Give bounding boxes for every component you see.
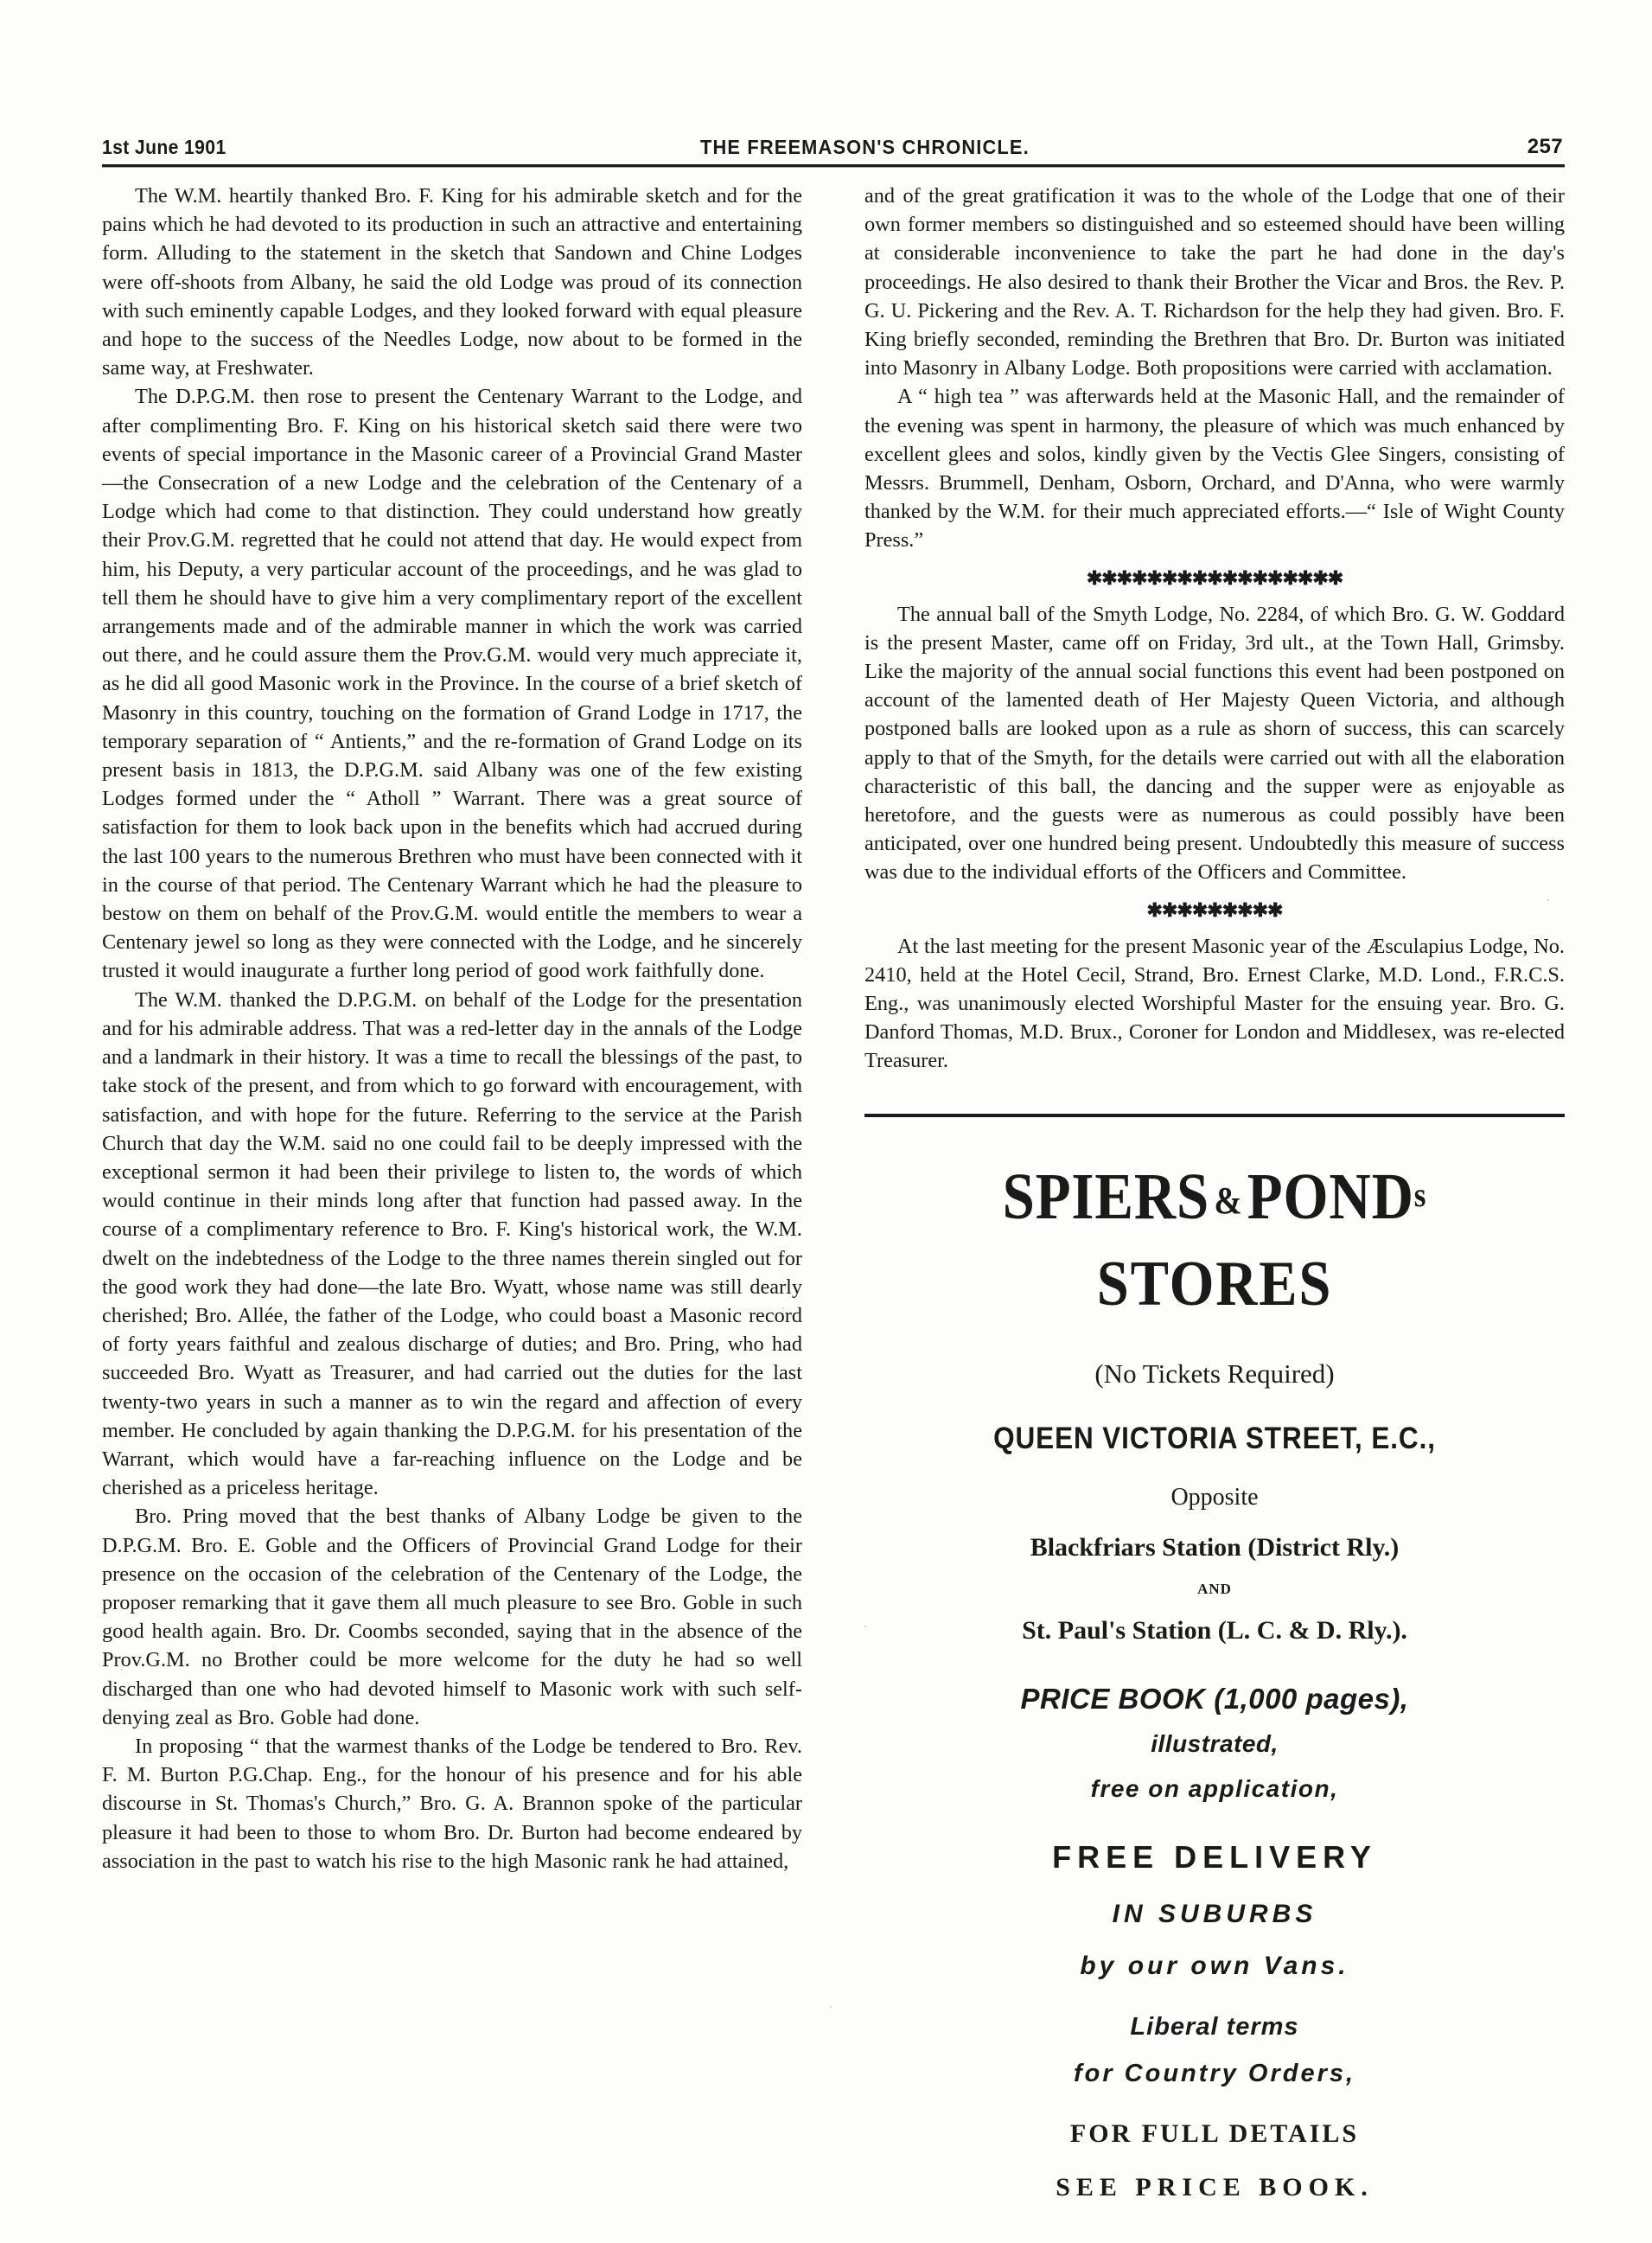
advertisement-own-vans-line: by our own Vans. xyxy=(1080,1951,1349,1980)
right-column xyxy=(864,182,1565,2211)
advertisement-divider-rule xyxy=(864,1114,1565,1117)
brand-word-pond: POND xyxy=(1247,1160,1414,1233)
advertisement-in-suburbs-line: IN SUBURBS xyxy=(1112,1899,1317,1928)
paragraph-continuation: and of the great gratification it was to the whole of the Lodge that one of their own former members so distinguished and so esteemed should have been willing at considerable inconvenience to take the part he had done in the day's proceedings. He also desired to thank their Brother the Vicar and Bros. the Rev. P. G. U. Pickering and the Rev. A. T. Richardson for the help they had given. Bro. F. King briefly seconded, reminding the Brethren that Bro. Dr. Burton was initiated into Masonry in Albany Lodge. Both propositions were carried with acclamation. xyxy=(864,184,1565,380)
paragraph-wm-thanks: The W.M. heartily thanked Bro. F. King for his admirable sketch and for the pains which he had devoted to its production in such an attractive and entertaining form. Alluding to the statement in the sketch that Sandown and Chine Lodges were off-shoots from Albany, he said the old Lodge was proud of its connection with such eminently capable Lodges, and they looked forward with equal pleasure and hope to the success of the Needles Lodge, now about to be formed in the same way, at Freshwater. xyxy=(102,184,802,380)
paragraph-brannon-proposal: In proposing “ that the warmest thanks of the Lodge be tendered to Bro. Rev. F. M. Burton P.G.Chap. Eng., for the honour of his presence and for his able discourse in St. Thomas's Church,” Bro. G. A. Brannon spoke of the particular pleasure it had been to those to whom Bro. Dr. Burton had become endeared by association in the past to watch his rise to the high Masonic rank he had attained, xyxy=(102,1734,802,1873)
advertisement-opposite-label: Opposite xyxy=(1170,1483,1259,1511)
paragraph-wm-thanked-dpgm: The W.M. thanked the D.P.G.M. on behalf of the Lodge for the presentation and for his admirable address. That was a red-letter day in the annals of the Lodge and a landmark in their history. It was a time to recall the blessings of the past, to take stock of the present, and from which to go forward with encouragement, with satisfaction, and with hope for the future. Referring to the service at the Parish Church that day the W.M. said no one could fail to be deeply impressed with the exceptional sermon it had been their privilege to listen to, the words of which would continue in their minds long after that function had passed away. In the course of a complimentary reference to Bro. F. King's historical work, the W.M. dwelt on the indebtedness of the Lodge to the three names therein singled out for the good work they had done—the late Bro. Wyatt, whose name was still dearly cherished; Bro. Allée, the father of the Lodge, who could boast a Masonic record of forty years faithful and zealous discharge of duties; and Bro. Pring, who had succeeded Bro. Wyatt as Treasurer, and had carried out the duties for the last twenty-two years in such a manner as to win the regard and affection of every member. He concluded by again thanking the D.P.G.M. for his presentation of the Warrant, which would have a far-reaching influence on the Lodge and be cherished as a priceless heritage. xyxy=(102,987,802,1500)
advertisement-brand-name xyxy=(907,1157,1523,1239)
scan-speck xyxy=(864,1626,866,1627)
advertisement-street-address: QUEEN VICTORIA STREET, E.C., xyxy=(993,1421,1436,1455)
paragraph-aesculapius-lodge: At the last meeting for the present Masonic year of the Æsculapius Lodge, No. 2410, held at the Hotel Cecil, Strand, Bro. Ernest Clarke, M.D. Lond., F.R.C.S. Eng., was unanimously elected Worshipful Master for the ensuing year. Bro. G. Danford Thomas, M.D. Brux., Coroner for London and Middlesex, was re-elected Treasurer. xyxy=(864,934,1565,1073)
advertisement-no-tickets-note: (No Tickets Required) xyxy=(1094,1358,1335,1389)
issue-date: 1st June 1901 xyxy=(102,136,226,158)
advertisement-country-orders-line: for Country Orders, xyxy=(1073,2059,1356,2087)
section-separator-short: ✱✱✱✱✱✱✱✱✱ xyxy=(1146,898,1283,921)
scan-speck xyxy=(830,2006,832,2008)
scan-speck xyxy=(121,1669,123,1671)
advertisement-liberal-terms-line: Liberal terms xyxy=(1130,2012,1299,2041)
scan-speck xyxy=(782,1307,784,1309)
advertisement-stores-heading: STORES xyxy=(1096,1248,1333,1320)
column-container xyxy=(102,182,1565,2211)
brand-possessive-suffix: s xyxy=(1413,1174,1427,1214)
advertisement-spiers-and-pond xyxy=(864,1114,1565,2211)
advertisement-price-book-line: PRICE BOOK (1,000 pages), xyxy=(1020,1682,1409,1715)
advertisement-full-details-line: FOR FULL DETAILS xyxy=(1069,2118,1360,2148)
advertisement-station-st-pauls: St. Paul's Station (L. C. & D. Rly.). xyxy=(1022,1615,1407,1645)
advertisement-see-price-book-line: SEE PRICE BOOK. xyxy=(1056,2172,1374,2201)
brand-word-spiers: SPIERS xyxy=(1002,1160,1210,1233)
paragraph-smyth-lodge-ball: The annual ball of the Smyth Lodge, No. 2284, of which Bro. G. W. Goddard is the present Master, came off on Friday, 3rd ult., at the Town Hall, Grimsby. Like the majority of the annual social functions this event had been postponed on account of the lamented death of Her Majesty Queen Victoria, and although postponed balls are looked upon as a rule as shorn of success, this can scarcely apply to that of the Smyth, for the details were carried out with all the elaboration characteristic of this ball, the dancing and the supper were as enjoyable as heretofore, and the guests were as numerous as could possibly have been anticipated, over one hundred being present. Undoubtedly this measure of success was due to the individual efforts of the Officers and Committee. xyxy=(864,602,1565,885)
paragraph-high-tea: A “ high tea ” was afterwards held at the Masonic Hall, and the remainder of the evening was spent in harmony, the pleasure of which was much enhanced by excellent glees and solos, kindly given by the Vectis Glee Singers, consisting of Messrs. Brummell, Denham, Osborn, Orchard, and D'Anna, who were warmly thanked by the W.M. for their much appreciated efforts.—“ Isle of Wight County Press.” xyxy=(864,385,1565,553)
section-separator-long: ✱✱✱✱✱✱✱✱✱✱✱✱✱✱✱✱✱ xyxy=(1086,566,1343,589)
left-column xyxy=(102,182,802,2211)
advertisement-and-connector: AND xyxy=(1197,1580,1232,1597)
advertisement-free-delivery-line: FREE DELIVERY xyxy=(1052,1838,1377,1875)
advertisement-illustrated-line: illustrated, xyxy=(1151,1729,1279,1757)
ampersand-glyph: & xyxy=(1214,1179,1243,1222)
advertisement-free-on-application-line: free on application, xyxy=(1090,1774,1339,1802)
publication-title: THE FREEMASON'S CHRONICLE. xyxy=(700,136,1030,158)
page-number: 257 xyxy=(1527,135,1563,158)
advertisement-station-blackfriars: Blackfriars Station (District Rly.) xyxy=(1030,1532,1400,1562)
paragraph-pring-motion: Bro. Pring moved that the best thanks of Albany Lodge be given to the D.P.G.M. Bro. E. Goble and the Officers of Provincial Grand Lodge for their presence on the occasion of the celebration of the Centenary of the Lodge, the proposer remarking that it gave them all much pleasure to see Bro. Goble in such good health again. Bro. Dr. Coombs seconded, saying that in the absence of the Prov.G.M. no Brother could be more welcome for the duty he had so well discharged than one who had devoted himself to Masonic work with such self-denying zeal as Bro. Goble had done. xyxy=(102,1505,802,1729)
paragraph-dpgm-warrant: The D.P.G.M. then rose to present the Centenary Warrant to the Lodge, and after complimenting Bro. F. King on his historical sketch said there were two events of special importance in the Masonic career of a Provincial Grand Master—the Consecration of a new Lodge and the celebration of the Centenary of a Lodge which had come to that distinction. They could understand how greatly their Prov.G.M. regretted that he could not attend that day. He would expect from him, his Deputy, a very particular account of the proceedings, and he was glad to tell them he should have to give him a very complimentary report of the excellent arrangements made and of the admirable manner in which the work was carried out there, and he could assure them the Prov.G.M. would very much appreciate it, as he did all good Masonic work in the Province. In the course of a brief sketch of Masonry in this country, touching on the formation of Grand Lodge in 1717, the temporary separation of “ Antients,” and the re-formation of Grand Lodge on its present basis in 1813, the D.P.G.M. said Albany was one of the few existing Lodges formed under the “ Atholl ” Warrant. There was a great source of satisfaction for them to look back upon in the benefits which had accrued during the last 100 years to the numerous Brethren who must have been connected with it in the course of that period. The Centenary Warrant which he had the pleasure to bestow on them on behalf of the Prov.G.M. would entitle the members to wear a Centenary jewel so long as they were connected with the Lodge, and he sincerely trusted it would inaugurate a further long period of good work faithfully done. xyxy=(102,385,802,983)
scan-speck xyxy=(1547,899,1549,901)
header-rule xyxy=(102,164,1565,167)
running-head xyxy=(102,119,1563,159)
